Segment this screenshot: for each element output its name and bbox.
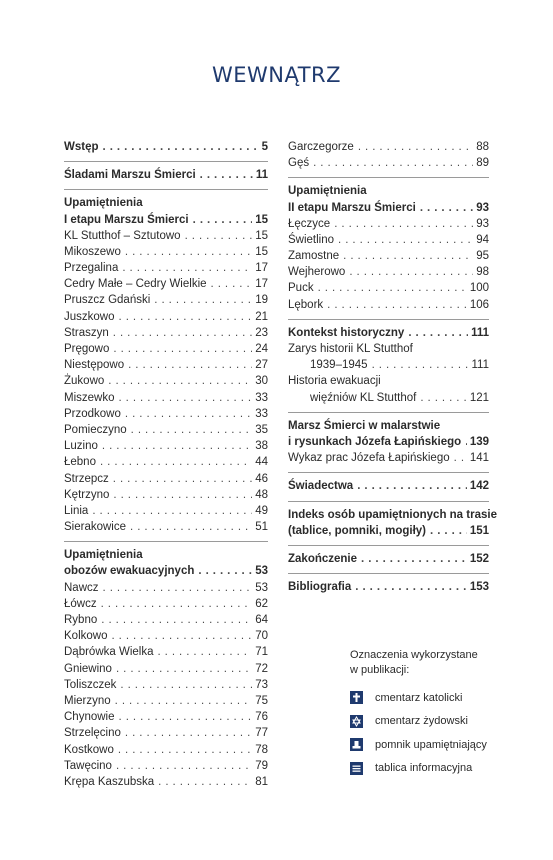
toc-label: Juszkowo	[64, 310, 115, 323]
toc-page-number: 111	[471, 359, 489, 372]
toc-entry-marsz	[288, 434, 489, 450]
monument-icon	[350, 738, 363, 751]
toc-label-line: Historia ewakuacji	[288, 375, 381, 388]
toc-label: obozów ewakuacyjnych	[64, 565, 195, 578]
toc-page-number: 15	[255, 245, 268, 258]
divider	[288, 472, 489, 473]
toc-page-number: 17	[255, 262, 268, 275]
toc-entry	[64, 357, 268, 373]
toc-page-number: 19	[255, 294, 268, 307]
toc-label: Mikoszewo	[64, 245, 121, 258]
toc-entry-wykaz	[288, 450, 489, 466]
toc-label: Żukowo	[64, 375, 105, 388]
toc-entry	[64, 644, 268, 660]
toc-page-number: 93	[476, 217, 489, 230]
toc-page-number: 51	[255, 521, 268, 534]
toc-label: Strzepcz	[64, 472, 109, 485]
toc-label: Łęczyce	[288, 217, 331, 230]
toc-leader-dots	[122, 260, 252, 276]
toc-label: Sierakowice	[64, 521, 126, 534]
toc-leader-dots	[349, 264, 473, 280]
toc-label: Bibliografia	[288, 581, 352, 594]
toc-leader-dots	[131, 422, 253, 438]
toc-entry	[288, 155, 489, 171]
section-heading: Upamiętnienia	[288, 185, 367, 198]
toc-entry	[64, 422, 268, 438]
toc-label: Linia	[64, 504, 89, 517]
toc-label: Chynowie	[64, 711, 115, 724]
toc-leader-dots	[211, 276, 253, 292]
toc-label: I etapu Marszu Śmierci	[64, 213, 189, 226]
toc-entry	[288, 264, 489, 280]
toc-leader-dots	[372, 357, 469, 373]
toc-label: Kostkowo	[64, 743, 114, 756]
toc-label: więźniów KL Stutthof	[310, 391, 417, 404]
toc-leader-dots	[103, 139, 259, 155]
toc-entry	[288, 232, 489, 248]
legend-title: Oznaczenia wykorzystane	[350, 649, 478, 661]
toc-entry-section-2	[64, 564, 268, 580]
toc-label: Kolkowo	[64, 630, 108, 643]
toc-leader-dots	[334, 216, 473, 232]
toc-page-number: 141	[469, 452, 489, 465]
toc-entry	[64, 774, 268, 790]
toc-label: Łówcz	[64, 597, 97, 610]
toc-page-number: 111	[471, 326, 489, 339]
toc-entry	[64, 725, 268, 741]
toc-page-number: 139	[469, 435, 489, 448]
toc-page-number: 17	[255, 278, 268, 291]
toc-entry	[64, 677, 268, 693]
toc-leader-dots	[116, 758, 252, 774]
toc-leader-dots	[465, 434, 467, 450]
star-of-david-icon	[350, 715, 363, 728]
toc-page-number: 79	[255, 759, 268, 772]
toc-leader-dots	[118, 742, 252, 758]
toc-entry	[64, 661, 268, 677]
toc-page-number: 71	[255, 646, 268, 659]
divider	[288, 501, 489, 502]
toc-entry-historia	[288, 390, 489, 406]
toc-entry	[64, 628, 268, 644]
legend	[350, 648, 520, 780]
toc-label: Toliszczek	[64, 678, 117, 691]
divider	[288, 177, 489, 178]
toc-leader-dots	[130, 519, 252, 535]
toc-label: Lębork	[288, 298, 324, 311]
toc-leader-dots	[198, 563, 252, 579]
toc-leader-dots	[118, 390, 252, 406]
toc-page-number: 100	[469, 282, 489, 295]
toc-page-number: 5	[261, 140, 268, 153]
toc-page-number: 38	[255, 440, 268, 453]
legend-item	[350, 757, 520, 781]
toc-leader-dots	[454, 450, 467, 466]
toc-leader-dots	[101, 612, 252, 628]
toc-entry	[64, 244, 268, 260]
toc-label: Wykaz prac Józefa Łapińskiego	[288, 452, 450, 465]
toc-entry	[64, 758, 268, 774]
toc-label: Wstęp	[64, 140, 99, 153]
toc-leader-dots	[100, 454, 252, 470]
toc-page-number: 24	[255, 343, 268, 356]
section-heading: Upamiętnienia	[64, 549, 143, 562]
toc-leader-dots	[125, 244, 252, 260]
divider	[64, 161, 268, 162]
toc-entry-section-3	[288, 200, 489, 216]
toc-leader-dots	[92, 503, 252, 519]
toc-page-number: 88	[476, 140, 489, 153]
toc-label: Puck	[288, 282, 314, 295]
toc-entry	[64, 325, 268, 341]
legend-item	[350, 733, 520, 757]
section-heading: Upamiętnienia	[64, 197, 143, 210]
toc-label: Wejherowo	[288, 266, 346, 279]
cross-icon	[350, 691, 363, 704]
toc-label: Świetlino	[288, 233, 335, 246]
legend-title: w publikacji:	[350, 664, 410, 676]
toc-leader-dots	[200, 167, 253, 183]
toc-entry	[288, 297, 489, 313]
toc-leader-dots	[313, 155, 473, 171]
info-board-icon	[350, 762, 363, 775]
toc-page-number: 53	[255, 581, 268, 594]
toc-label: Pręgowo	[64, 343, 110, 356]
legend-label: pomnik upamiętniający	[375, 738, 487, 751]
toc-label: Luzino	[64, 440, 98, 453]
toc-leader-dots	[193, 212, 253, 228]
toc-entry	[64, 519, 268, 535]
toc-entry	[288, 281, 489, 297]
toc-page-number: 142	[469, 480, 489, 493]
legend-item	[350, 686, 520, 710]
toc-label: Krępa Kaszubska	[64, 775, 155, 788]
toc-page-number: 35	[255, 423, 268, 436]
toc-list	[64, 580, 268, 790]
toc-label: Rybno	[64, 614, 98, 627]
toc-page-number: 94	[476, 233, 489, 246]
toc-label: Zamostne	[288, 250, 340, 263]
toc-entry	[64, 693, 268, 709]
toc-leader-dots	[357, 478, 467, 494]
toc-entry	[64, 454, 268, 470]
toc-label: Miszewko	[64, 391, 115, 404]
toc-entry-indeks	[288, 523, 489, 539]
toc-page-number: 62	[255, 597, 268, 610]
toc-page-number: 33	[255, 407, 268, 420]
toc-leader-dots	[119, 709, 253, 725]
toc-page-number: 44	[255, 456, 268, 469]
toc-right-column	[288, 139, 497, 595]
toc-leader-dots	[420, 200, 473, 216]
toc-label: Przegalina	[64, 262, 119, 275]
divider	[288, 545, 489, 546]
toc-page-number: 73	[255, 678, 268, 691]
toc-page-number: 70	[255, 630, 268, 643]
toc-page-number: 23	[255, 326, 268, 339]
toc-leader-dots	[355, 579, 467, 595]
legend-item	[350, 710, 520, 734]
toc-page-number: 72	[255, 662, 268, 675]
toc-leader-dots	[361, 551, 467, 567]
toc-entry	[64, 260, 268, 276]
toc-page-number: 64	[255, 614, 268, 627]
toc-leader-dots	[157, 644, 252, 660]
toc-page-number: 151	[469, 524, 489, 537]
toc-label: Mierzyno	[64, 694, 111, 707]
toc-leader-dots	[120, 677, 252, 693]
toc-label-line: Indeks osób upamiętnionych na trasie	[288, 508, 497, 521]
page-title: WEWNĄTRZ	[211, 63, 342, 87]
toc-entry	[64, 228, 268, 244]
toc-entry	[64, 487, 268, 503]
toc-page-number: 27	[255, 359, 268, 372]
legend-label: cmentarz katolicki	[375, 691, 463, 704]
toc-leader-dots	[128, 357, 252, 373]
toc-page-number: 33	[255, 391, 268, 404]
toc-entry	[64, 709, 268, 725]
toc-leader-dots	[125, 725, 252, 741]
divider	[64, 541, 268, 542]
toc-page-number: 53	[255, 565, 268, 578]
toc-label: (tablice, pomniki, mogiły)	[288, 524, 427, 537]
toc-page-number: 106	[469, 298, 489, 311]
toc-entry-sladami	[64, 167, 268, 183]
toc-page-number: 21	[255, 310, 268, 323]
toc-page-number: 121	[469, 391, 489, 404]
toc-leader-dots	[327, 297, 467, 313]
toc-leader-dots	[408, 325, 468, 341]
toc-page-number: 48	[255, 488, 268, 501]
toc-leader-dots	[111, 628, 252, 644]
toc-leader-dots	[116, 661, 252, 677]
divider	[288, 573, 489, 574]
toc-leader-dots	[318, 280, 467, 296]
toc-label: Pomieczyno	[64, 423, 127, 436]
toc-label: Kontekst historyczny	[288, 326, 405, 339]
toc-entry	[64, 742, 268, 758]
toc-label-line: Marsz Śmierci w malarstwie	[288, 419, 441, 432]
toc-leader-dots	[115, 693, 253, 709]
divider	[64, 189, 268, 190]
toc-leader-dots	[113, 487, 252, 503]
toc-label: 1939–1945	[310, 359, 368, 372]
toc-leader-dots	[108, 373, 252, 389]
toc-label: Przodkowo	[64, 407, 121, 420]
toc-leader-dots	[113, 325, 252, 341]
toc-list	[64, 228, 268, 536]
toc-entry	[64, 438, 268, 454]
toc-entry	[288, 248, 489, 264]
toc-page-number: 78	[255, 743, 268, 756]
toc-leader-dots	[430, 523, 467, 539]
toc-leader-dots	[338, 232, 473, 248]
toc-label: Cedry Małe – Cedry Wielkie	[64, 278, 207, 291]
toc-leader-dots	[158, 774, 252, 790]
toc-entry	[64, 276, 268, 292]
legend-label: tablica informacyjna	[375, 762, 473, 775]
toc-label: Łebno	[64, 456, 96, 469]
toc-page-number: 11	[255, 169, 268, 182]
toc-label: Strzelęcino	[64, 727, 121, 740]
toc-label: Nawcz	[64, 581, 99, 594]
toc-leader-dots	[101, 596, 253, 612]
toc-page-number: 153	[469, 581, 489, 594]
toc-leader-dots	[119, 309, 253, 325]
toc-page-number: 95	[476, 250, 489, 263]
toc-label: Tawęcino	[64, 759, 112, 772]
toc-list	[288, 216, 489, 313]
toc-page-number: 15	[255, 229, 268, 242]
toc-label: Gęś	[288, 157, 310, 170]
toc-list	[288, 139, 489, 171]
divider	[288, 412, 489, 413]
toc-label: Garczegorze	[288, 140, 354, 153]
toc-label: i rysunkach Józefa Łapińskiego	[288, 435, 462, 448]
toc-page-number: 49	[255, 504, 268, 517]
toc-entry	[64, 373, 268, 389]
toc-page-number: 30	[255, 375, 268, 388]
toc-label: Zakończenie	[288, 552, 358, 565]
toc-entry-swiadectwa	[288, 478, 489, 494]
toc-label-line: Zarys historii KL Stutthof	[288, 343, 413, 356]
toc-entry	[64, 503, 268, 519]
toc-entry-zakonczenie	[288, 551, 489, 567]
toc-page-number: 93	[476, 201, 489, 214]
toc-entry-kontekst	[288, 325, 489, 341]
toc-label: Pruszcz Gdański	[64, 294, 151, 307]
toc-page-number: 15	[255, 213, 268, 226]
toc-leader-dots	[125, 406, 252, 422]
toc-label: Straszyn	[64, 326, 109, 339]
divider	[288, 319, 489, 320]
toc-page-number: 152	[469, 552, 489, 565]
toc-label: Gniewino	[64, 662, 112, 675]
toc-entry	[64, 341, 268, 357]
toc-page-number: 89	[476, 157, 489, 170]
toc-entry	[64, 390, 268, 406]
toc-label: KL Stutthof – Sztutowo	[64, 229, 181, 242]
toc-leader-dots	[113, 471, 252, 487]
toc-entry	[64, 309, 268, 325]
toc-entry-section-1	[64, 212, 268, 228]
toc-leader-dots	[420, 390, 466, 406]
toc-label: Śladami Marszu Śmierci	[64, 169, 196, 182]
toc-entry	[64, 406, 268, 422]
toc-entry	[64, 471, 268, 487]
toc-page-number: 75	[255, 694, 268, 707]
toc-entry	[64, 293, 268, 309]
toc-entry	[64, 612, 268, 628]
toc-leader-dots	[343, 248, 473, 264]
toc-label: Kętrzyno	[64, 488, 110, 501]
toc-leader-dots	[113, 341, 252, 357]
toc-label: Świadectwa	[288, 480, 354, 493]
toc-entry	[288, 216, 489, 232]
toc-leader-dots	[102, 438, 252, 454]
toc-leader-dots	[358, 139, 473, 155]
toc-entry-bibliografia	[288, 579, 489, 595]
toc-entry-wstep	[64, 139, 268, 155]
toc-leader-dots	[103, 580, 253, 596]
toc-page-number: 76	[255, 711, 268, 724]
toc-page-number: 98	[476, 266, 489, 279]
toc-entry-zarys	[288, 357, 489, 373]
toc-label: Dąbrówka Wielka	[64, 646, 154, 659]
toc-page-number: 81	[255, 775, 268, 788]
toc-entry	[64, 596, 268, 612]
legend-label: cmentarz żydowski	[375, 715, 468, 728]
toc-left-column	[64, 139, 268, 790]
toc-leader-dots	[185, 228, 253, 244]
toc-page-number: 46	[255, 472, 268, 485]
toc-entry	[288, 139, 489, 155]
toc-label: II etapu Marszu Śmierci	[288, 201, 416, 214]
toc-label: Niestępowo	[64, 359, 125, 372]
toc-page-number: 77	[255, 727, 268, 740]
toc-entry	[64, 580, 268, 596]
toc-leader-dots	[154, 292, 252, 308]
